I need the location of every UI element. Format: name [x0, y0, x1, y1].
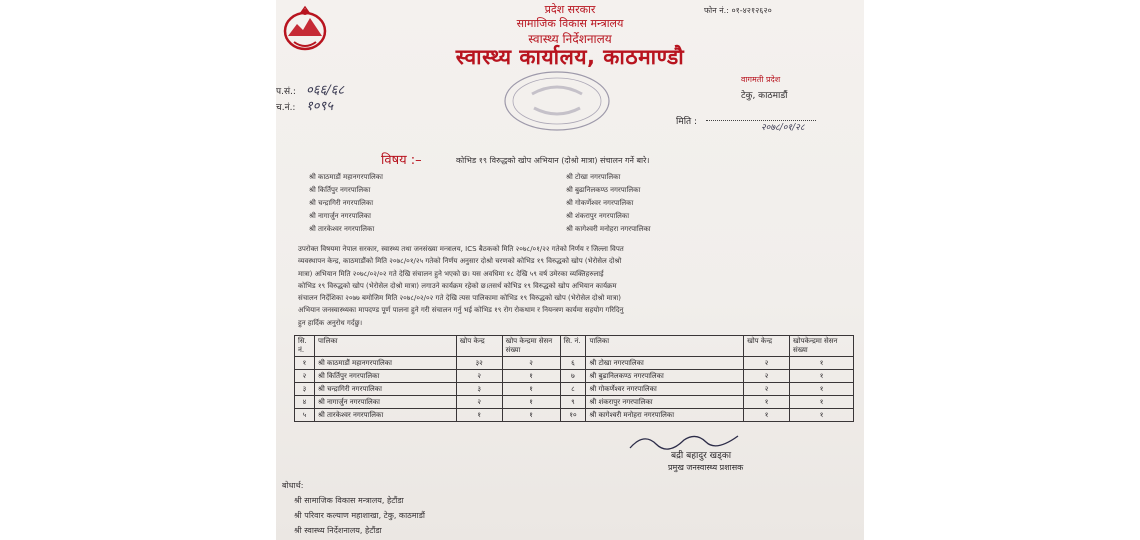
header-line-1: प्रदेश सरकार: [544, 3, 596, 16]
office-title: स्वास्थ्य कार्यालय, काठमाण्डौ: [455, 45, 685, 69]
office-stamp-icon: [502, 70, 612, 132]
cc-item: श्री परिवार कल्याण महाशाखा, टेकु, काठमाडौं: [294, 511, 425, 520]
body-paragraph: उपरोक्त विषयमा नेपाल सरकार, स्वास्थ्य तथा जनसंख्या मन्त्रालय, ICS बैठकको मिति २०७८/०१/२२ गतेको निर्णय र जिल्ला विपत व्यवस्थापन केन्द्र, काठमाडौंको मिति २०७८/०१/२५ गतेको निर्णय अनुसार दोश्रो चरणको कोभिड १९ विरुद्धको खोप (भेरोसेल दोश्रो मात्रा) अभियान मिति २०७८/०२/०२ गते देखि संचालन हुने भएको छ। यस अवधिमा १८ देखि ५९ वर्ष उमेरका व्यक्तिहरुलाई कोभिड १९ विरुद्धको खोप (भेरोसेल दोश्रो मात्रा) लगाउने कार्यक्रम रहेको छ।तसर्थ कोभिड १९ विरुद्धको खोप अभियान कार्यक्रम संचालन निर्देशिका २०७७ बमोजिम मिति २०७८/०२/०२ गते देखि त्यस पालिकामा कोभिड १९ विरुद्धको खोप (भेरोसेल दोश्रो मात्रा) अभियान जनस्वास्थ्यका मापदण्ड पूर्ण पालना हुने गरी संचालन गर्नु भई कोभिड १९ रोग रोकथाम र नियन्त्रण कार्यमा सहयोग गरिदिनु हुन हार्दिक अनुरोध गर्दछु।: [298, 245, 624, 327]
table-row: ३ श्री चन्द्रागिरी नगरपालिका ३ १ ८ श्री गोकर्णेश्वर नगरपालिका २ १: [295, 383, 854, 396]
province-name: वागमती प्रदेश: [741, 75, 781, 84]
recipient-right-1: श्री टोखा नगरपालिका: [566, 173, 621, 181]
recipient-left-4: श्री नागार्जुन नगरपालिका: [309, 212, 371, 220]
recipient-left-3: श्री चन्द्रागिरी नगरपालिका: [309, 199, 374, 207]
recipient-left-1: श्री काठमाडौं महानगरपालिका: [309, 173, 383, 181]
recipient-right-3: श्री गोकर्णेश्वर नगरपालिका: [566, 199, 634, 207]
letter-no-value: ०६६/६८: [306, 83, 345, 98]
letter-page: [276, 0, 864, 540]
dispatch-no-value: १०९५: [306, 99, 334, 114]
header-line-3: स्वास्थ्य निर्देशनालय: [528, 32, 612, 46]
subject-label: विषय :–: [381, 153, 422, 168]
recipient-right-5: श्री कागेश्वरी मनोहरा नगरपालिका: [566, 225, 651, 233]
date-label: मिति :: [676, 117, 698, 127]
table-header-row: सि. नं. पालिका खोप केन्द्र खोप केन्द्रमा सेसन संख्या सि. नं. पालिका खोप केन्द्र खोपकेन्द्रमा सेसन संख्या: [295, 336, 854, 357]
table-row: ४ श्री नागार्जुन नगरपालिका २ १ ९ श्री शंकरापुर नगरपालिका १ १: [295, 396, 854, 409]
signatory-name: बद्री बहादुर खड्का: [671, 451, 732, 461]
recipient-left-2: श्री किर्तिपुर नगरपालिका: [309, 186, 371, 194]
recipient-left-5: श्री तारकेश्वर नगरपालिका: [309, 225, 375, 233]
recipient-right-4: श्री शंकरापुर नगरपालिका: [566, 212, 630, 220]
table-row: १ श्री काठमाडौं महानगरपालिका ३२ २ ६ श्री टोखा नगरपालिका २ १: [295, 357, 854, 370]
subject-text: कोभिड १९ विरुद्धको खोप अभियान (दोश्रो मात्रा) संचालन गर्ने बारे।: [456, 156, 650, 165]
cc-label: बोधार्थ:: [282, 481, 304, 490]
table-row: २ श्री किर्तिपुर नगरपालिका २ १ ७ श्री बुढानिलकण्ठ नगरपालिका २ १: [295, 370, 854, 383]
recipient-right-2: श्री बुढानिलकण्ठ नगरपालिका: [566, 186, 641, 194]
cc-item: श्री सामाजिक विकास मन्त्रालय, हेटौंडा: [294, 496, 404, 505]
phone-number: फोन नं.: ०१-४२१२६२०: [704, 6, 772, 15]
dispatch-no-label: च.नं.:: [276, 103, 296, 113]
signatory-title: प्रमुख जनस्वास्थ्य प्रशासक: [668, 463, 744, 472]
cc-item: श्री स्वास्थ्य निर्देशनालय, हेटौंडा: [294, 526, 382, 535]
letter-no-label: प.सं.:: [276, 87, 296, 97]
table-row: ५ श्री तारकेश्वर नगरपालिका १ १ १० श्री कागेश्वरी मनोहरा नगरपालिका १ १: [295, 409, 854, 422]
vaccination-table: [294, 335, 854, 422]
header-line-2: सामाजिक विकास मन्त्रालय: [516, 17, 624, 30]
office-address: टेकु, काठमाडौं: [741, 91, 788, 101]
date-value: २०७८/०१/२८: [761, 123, 805, 133]
